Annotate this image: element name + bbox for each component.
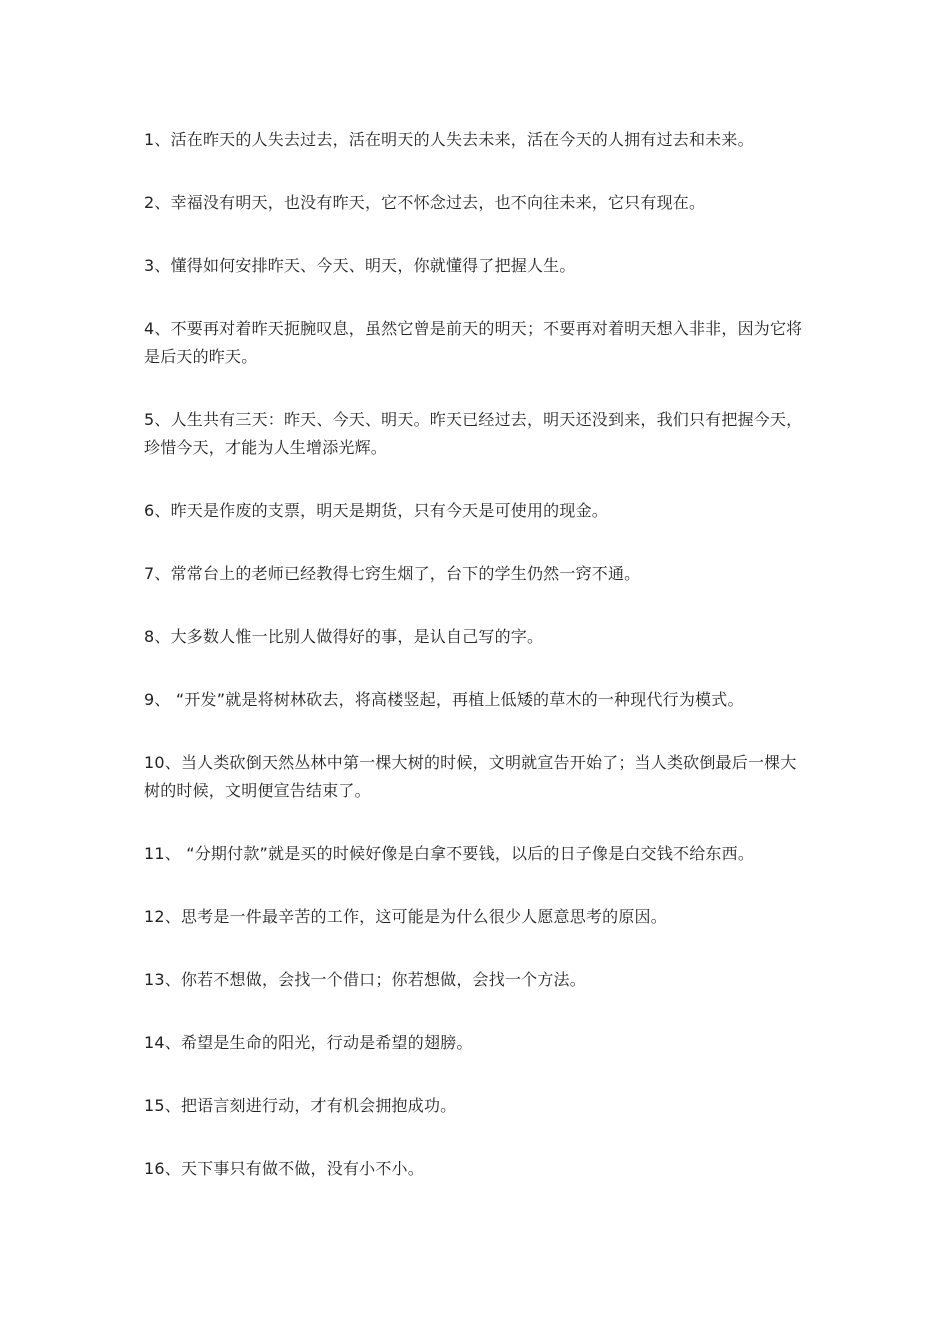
quote-item: 16、天下事只有做不做，没有小不小。	[144, 1159, 424, 1178]
quote-item: 2、幸福没有明天，也没有昨天，它不怀念过去，也不向往未来，它只有现在。	[144, 193, 706, 212]
quote-item: 8、大多数人惟一比别人做得好的事，是认自己写的字。	[144, 627, 544, 646]
quote-item: 6、昨天是作废的支票，明天是期货，只有今天是可使用的现金。	[144, 501, 608, 520]
quote-item: 13、你若不想做，会找一个借口；你若想做，会找一个方法。	[144, 970, 586, 989]
quote-item: 4、不要再对着昨天扼腕叹息，虽然它曾是前天的明天；不要再对着明天想入非非，因为它将是后天的昨天。	[144, 319, 803, 366]
quote-item: 14、希望是生命的阳光，行动是希望的翅膀。	[144, 1033, 473, 1052]
quote-item: 10、当人类砍倒天然丛林中第一棵大树的时候，文明就宣告开始了；当人类砍倒最后一棵大树的时候，文明便宣告结束了。	[144, 753, 797, 800]
quote-item: 12、思考是一件最辛苦的工作，这可能是为什么很少人愿意思考的原因。	[144, 907, 667, 926]
quote-item: 11、 “分期付款”就是买的时候好像是白拿不要钱，以后的日子像是白交钱不给东西。	[144, 844, 755, 863]
quote-item: 7、常常台上的老师已经教得七窍生烟了，台下的学生仍然一窍不通。	[144, 564, 641, 583]
quote-item: 1、活在昨天的人失去过去，活在明天的人失去未来，活在今天的人拥有过去和未来。	[144, 130, 754, 149]
quote-list	[144, 126, 810, 1218]
quote-item: 5、人生共有三天：昨天、今天、明天。昨天已经过去，明天还没到来，我们只有把握今天， 珍惜今天，才能为人生增添光辉。	[144, 410, 803, 457]
quote-item: 9、 “开发”就是将树林砍去，将高楼竖起，再植上低矮的草木的一种现代行为模式。	[144, 690, 744, 709]
quote-item: 3、懂得如何安排昨天、今天、明天，你就懂得了把握人生。	[144, 256, 576, 275]
quote-item: 15、把语言刻进行动，才有机会拥抱成功。	[144, 1096, 457, 1115]
